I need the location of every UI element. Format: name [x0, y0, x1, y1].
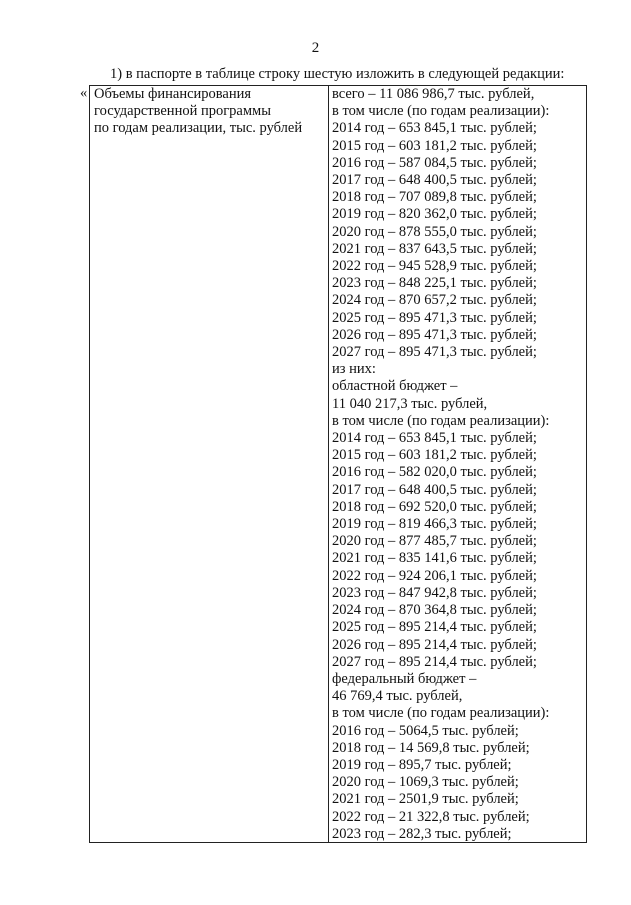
row-value-line: 2018 год – 707 089,8 тыс. рублей;	[332, 189, 537, 206]
row-value-line: 2016 год – 587 084,5 тыс. рублей;	[332, 154, 537, 171]
row-value-line: областной бюджет –	[332, 378, 458, 395]
row-value-line: всего – 11 086 986,7 тыс. рублей,	[332, 86, 535, 102]
row-value-line: 2017 год – 648 400,5 тыс. рублей;	[332, 481, 537, 498]
row-value-line: 2020 год – 877 485,7 тыс. рублей;	[332, 533, 537, 550]
row-label-cell	[94, 86, 324, 138]
row-value-line: 2020 год – 878 555,0 тыс. рублей;	[332, 223, 537, 240]
row-label-line: по годам реализации, тыс. рублей	[94, 120, 303, 137]
row-value-line: 2025 год – 895 214,4 тыс. рублей;	[332, 619, 537, 636]
row-value-line: 2023 год – 848 225,1 тыс. рублей;	[332, 275, 537, 292]
row-value-line: 2027 год – 895 214,4 тыс. рублей;	[332, 653, 537, 670]
row-value-line: 2021 год – 835 141,6 тыс. рублей;	[332, 550, 537, 567]
row-value-line: 2014 год – 653 845,1 тыс. рублей;	[332, 120, 537, 137]
row-value-line: 2025 год – 895 471,3 тыс. рублей;	[332, 309, 537, 326]
row-value-line: 2021 год – 837 643,5 тыс. рублей;	[332, 240, 537, 257]
row-value-line: 2019 год – 895,7 тыс. рублей;	[332, 756, 512, 773]
row-value-line: 2022 год – 21 322,8 тыс. рублей;	[332, 808, 530, 825]
row-value-line: 2020 год – 1069,3 тыс. рублей;	[332, 774, 519, 791]
row-value-line: 46 769,4 тыс. рублей,	[332, 688, 463, 705]
passport-table	[89, 85, 587, 843]
open-quote: «	[80, 85, 88, 101]
row-value-line: 2024 год – 870 364,8 тыс. рублей;	[332, 602, 537, 619]
row-value-line: 2027 год – 895 471,3 тыс. рублей;	[332, 344, 537, 361]
row-value-line: 2016 год – 5064,5 тыс. рублей;	[332, 722, 519, 739]
row-value-line: 2016 год – 582 020,0 тыс. рублей;	[332, 464, 537, 481]
row-value-line: 2019 год – 819 466,3 тыс. рублей;	[332, 516, 537, 533]
row-value-line: 2021 год – 2501,9 тыс. рублей;	[332, 791, 519, 808]
row-label-line: государственной программы	[94, 103, 271, 120]
row-value-line: 2023 год – 282,3 тыс. рублей;	[332, 825, 512, 842]
row-value-line: 2014 год – 653 845,1 тыс. рублей;	[332, 430, 537, 447]
row-value-line: 2017 год – 648 400,5 тыс. рублей;	[332, 172, 537, 189]
row-value-line: в том числе (по годам реализации):	[332, 103, 550, 120]
row-value-cell	[332, 86, 586, 843]
row-value-line: из них:	[332, 361, 376, 378]
intro-text: 1) в паспорте в таблице строку шестую изложить в следующей редакции:	[110, 66, 565, 82]
row-value-line: в том числе (по годам реализации):	[332, 412, 550, 429]
row-label-line: Объемы финансирования	[94, 86, 252, 102]
row-value-line: 2023 год – 847 942,8 тыс. рублей;	[332, 584, 537, 601]
row-value-line: 2026 год – 895 214,4 тыс. рублей;	[332, 636, 537, 653]
row-value-line: 2015 год – 603 181,2 тыс. рублей;	[332, 447, 537, 464]
row-value-line: федеральный бюджет –	[332, 670, 477, 687]
row-value-line: 2022 год – 945 528,9 тыс. рублей;	[332, 258, 537, 275]
row-value-line: в том числе (по годам реализации):	[332, 705, 550, 722]
row-value-line: 2024 год – 870 657,2 тыс. рублей;	[332, 292, 537, 309]
row-value-line: 2018 год – 14 569,8 тыс. рублей;	[332, 739, 530, 756]
row-value-line: 2022 год – 924 206,1 тыс. рублей;	[332, 567, 537, 584]
row-value-line: 2019 год – 820 362,0 тыс. рублей;	[332, 206, 537, 223]
row-value-line: 2015 год – 603 181,2 тыс. рублей;	[332, 137, 537, 154]
column-divider	[328, 86, 329, 842]
row-value-line: 11 040 217,3 тыс. рублей,	[332, 395, 488, 412]
row-value-line: 2026 год – 895 471,3 тыс. рублей;	[332, 326, 537, 343]
row-value-line: 2018 год – 692 520,0 тыс. рублей;	[332, 498, 537, 515]
page-number: 2	[311, 40, 320, 56]
